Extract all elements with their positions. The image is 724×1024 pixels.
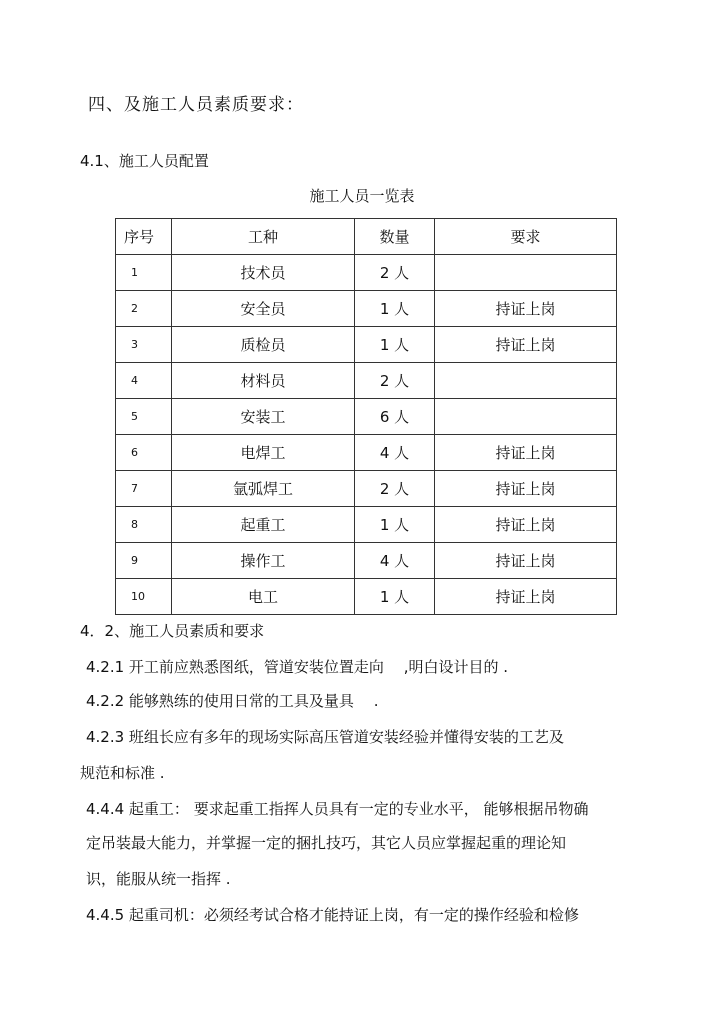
cell-requirement: 持证上岗 (435, 327, 617, 363)
paragraph-4-4-5: 4.4.5 起重司机：必须经考试合格才能持证上岗，有一定的操作经验和检修 (86, 906, 579, 924)
cell-count: 2 人 (355, 255, 435, 291)
cell-no: 1 (116, 255, 172, 291)
paragraph-4-2-1: 4.2.1 开工前应熟悉图纸，管道安装位置走向 ,明白设计目的 . (86, 658, 509, 676)
table-row (116, 399, 617, 435)
cell-no: 10 (116, 579, 172, 615)
section-4-1-title: 4.1、施工人员配置 (80, 152, 209, 170)
cell-trade: 质检员 (172, 327, 355, 363)
cell-trade: 材料员 (172, 363, 355, 399)
table-row (116, 471, 617, 507)
cell-no: 3 (116, 327, 172, 363)
cell-trade: 技术员 (172, 255, 355, 291)
header-count: 数量 (355, 219, 435, 255)
table-caption: 施工人员一览表 (309, 187, 415, 205)
cell-no: 2 (116, 291, 172, 327)
table-row (116, 363, 617, 399)
header-no: 序号 (116, 219, 172, 255)
table-row (116, 291, 617, 327)
paragraph-4-4-4-line1: 4.4.4 起重工： 要求起重工指挥人员具有一定的专业水平， 能够根据吊物确 (86, 800, 589, 818)
cell-trade: 氩弧焊工 (172, 471, 355, 507)
table-row (116, 543, 617, 579)
cell-trade: 电焊工 (172, 435, 355, 471)
table-row (116, 579, 617, 615)
paragraph-4-2-3-line2: 规范和标准 . (80, 764, 165, 782)
cell-count: 6 人 (355, 399, 435, 435)
paragraph-4-4-4-line3: 识，能服从统一指挥 . (86, 870, 231, 888)
table-row (116, 327, 617, 363)
cell-no: 9 (116, 543, 172, 579)
cell-no: 6 (116, 435, 172, 471)
cell-requirement (435, 399, 617, 435)
cell-requirement (435, 255, 617, 291)
cell-count: 1 人 (355, 327, 435, 363)
cell-count: 1 人 (355, 291, 435, 327)
cell-trade: 安装工 (172, 399, 355, 435)
table-row (116, 255, 617, 291)
cell-requirement: 持证上岗 (435, 579, 617, 615)
cell-count: 2 人 (355, 471, 435, 507)
staff-table (115, 218, 617, 615)
table-row (116, 435, 617, 471)
cell-count: 1 人 (355, 507, 435, 543)
cell-count: 2 人 (355, 363, 435, 399)
paragraph-4-2-2: 4.2.2 能够熟练的使用日常的工具及量具 . (86, 692, 379, 710)
table-row (116, 507, 617, 543)
cell-trade: 操作工 (172, 543, 355, 579)
header-trade: 工种 (172, 219, 355, 255)
cell-trade: 安全员 (172, 291, 355, 327)
cell-requirement: 持证上岗 (435, 291, 617, 327)
cell-no: 7 (116, 471, 172, 507)
cell-trade: 起重工 (172, 507, 355, 543)
section-heading: 四、及施工人员素质要求： (88, 95, 304, 115)
cell-count: 4 人 (355, 435, 435, 471)
cell-requirement: 持证上岗 (435, 435, 617, 471)
cell-count: 4 人 (355, 543, 435, 579)
cell-no: 4 (116, 363, 172, 399)
section-4-2-title: 4．2、施工人员素质和要求 (80, 622, 265, 640)
paragraph-4-2-3-line1: 4.2.3 班组长应有多年的现场实际高压管道安装经验并懂得安装的工艺及 (86, 728, 564, 746)
cell-no: 5 (116, 399, 172, 435)
cell-requirement: 持证上岗 (435, 507, 617, 543)
paragraph-4-4-4-line2: 定吊装最大能力，并掌握一定的捆扎技巧，其它人员应掌握起重的理论知 (86, 834, 567, 852)
cell-requirement (435, 363, 617, 399)
table-header-row (116, 219, 617, 255)
cell-requirement: 持证上岗 (435, 543, 617, 579)
cell-requirement: 持证上岗 (435, 471, 617, 507)
cell-no: 8 (116, 507, 172, 543)
header-requirement: 要求 (435, 219, 617, 255)
cell-trade: 电工 (172, 579, 355, 615)
cell-count: 1 人 (355, 579, 435, 615)
